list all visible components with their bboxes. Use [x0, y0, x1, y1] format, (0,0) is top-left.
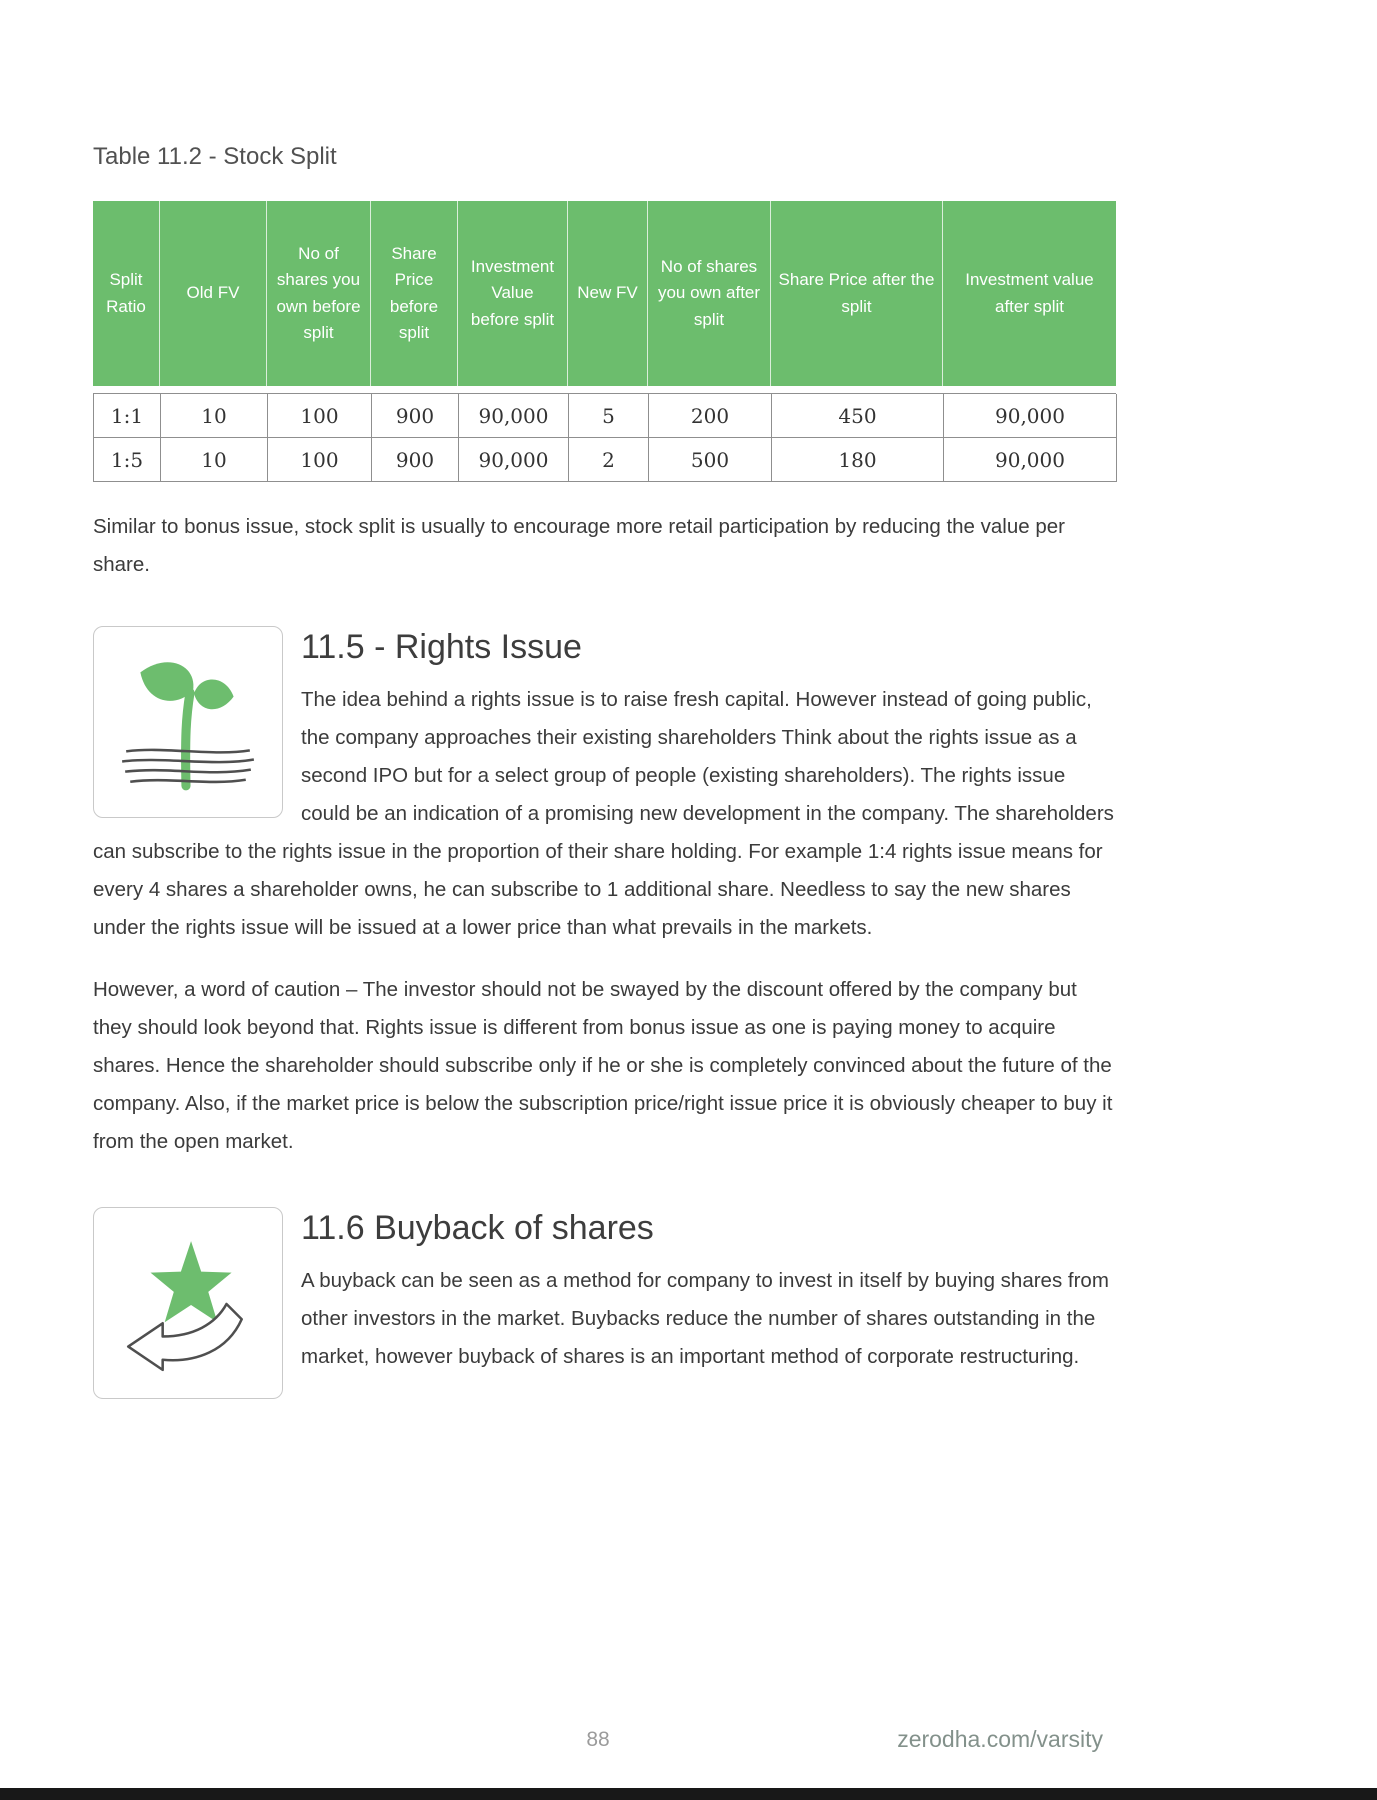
table-cell: 10 — [161, 438, 268, 482]
table-cell: 100 — [268, 438, 372, 482]
buyback-paragraph: A buyback can be seen as a method for company to invest in itself by buying shares from other investors in the market. Buybacks reduce the number of shares outstanding in the market, however buyback of shares is an important method of corporate restructuring. — [301, 1269, 1109, 1368]
table-cell: 180 — [772, 438, 944, 482]
table-cell: 5 — [569, 394, 649, 438]
table-cell: 90,000 — [459, 438, 569, 482]
section-heading-buyback: 11.6 Buyback of shares — [301, 1209, 654, 1247]
site-link: zerodha.com/varsity — [897, 1726, 1103, 1752]
column-header-price-after: Share Price after the split — [771, 201, 943, 386]
bottom-bar — [0, 1788, 1377, 1800]
table-cell: 200 — [649, 394, 772, 438]
table-title: Table 11.2 - Stock Split — [93, 143, 337, 170]
sprout-icon — [112, 646, 264, 798]
column-header-shares-before: No of shares you own before split — [267, 201, 371, 386]
table-cell: 1:1 — [94, 394, 161, 438]
table-header-row — [93, 201, 1116, 386]
table-body — [93, 393, 1116, 482]
table-cell: 500 — [649, 438, 772, 482]
rights-issue-icon-box — [93, 626, 283, 818]
column-header-value-before: Investment Value before split — [458, 201, 568, 386]
page-content — [93, 143, 1116, 1399]
column-header-shares-after: No of shares you own after split — [648, 201, 771, 386]
table-cell: 2 — [569, 438, 649, 482]
column-header-new-fv: New FV — [568, 201, 648, 386]
intro-paragraph: Similar to bonus issue, stock split is usually to encourage more retail participation by reducing the value per share. — [93, 515, 1065, 576]
table-cell: 10 — [161, 394, 268, 438]
table-cell: 90,000 — [944, 438, 1117, 482]
page-footer — [93, 1728, 1103, 1762]
buyback-icon-box — [93, 1207, 283, 1399]
table-cell: 100 — [268, 394, 372, 438]
table-cell: 900 — [372, 438, 459, 482]
table-cell: 900 — [372, 394, 459, 438]
table-cell: 90,000 — [459, 394, 569, 438]
section-heading-rights: 11.5 - Rights Issue — [301, 628, 582, 666]
column-header-old-fv: Old FV — [160, 201, 267, 386]
column-header-split-ratio: Split Ratio — [93, 201, 160, 386]
table-cell: 1:5 — [94, 438, 161, 482]
page-number: 88 — [586, 1728, 610, 1751]
stock-split-table — [93, 201, 1116, 482]
star-arrow-icon — [112, 1227, 264, 1379]
column-header-value-after: Investment value after split — [965, 270, 1094, 316]
column-header-price-before: Share Price before split — [371, 201, 458, 386]
section-buyback — [93, 1207, 1116, 1399]
rights-paragraph-2: However, a word of caution – The investor should not be swayed by the discount offered by the company but they should look beyond that. Rights issue is different from bonus issue as one is paying money to acquire shares. Hence the shareholder should subscribe only if he or she is completely convinced about the future of the company. Also, if the market price is below the subscription price/right issue price it is obviously cheaper to buy it from the open market. — [93, 978, 1113, 1153]
table-cell: 90,000 — [944, 394, 1117, 438]
section-rights-issue — [93, 626, 1116, 1161]
table-cell: 450 — [772, 394, 944, 438]
rights-paragraph-1: The idea behind a rights issue is to raise fresh capital. However instead of going public, the company approaches their existing shareholders Think about the rights issue as a second IPO but for a select group of people (existing shareholders). The rights issue could be an indication of a promising new development in the company. The shareholders can subscribe to the rights issue in the proportion of their share holding. For example 1:4 rights issue means for every 4 shares a shareholder owns, he can subscribe to 1 additional share. Needless to say the new shares under the rights issue will be issued at a lower price than what prevails in the markets. — [93, 688, 1114, 939]
